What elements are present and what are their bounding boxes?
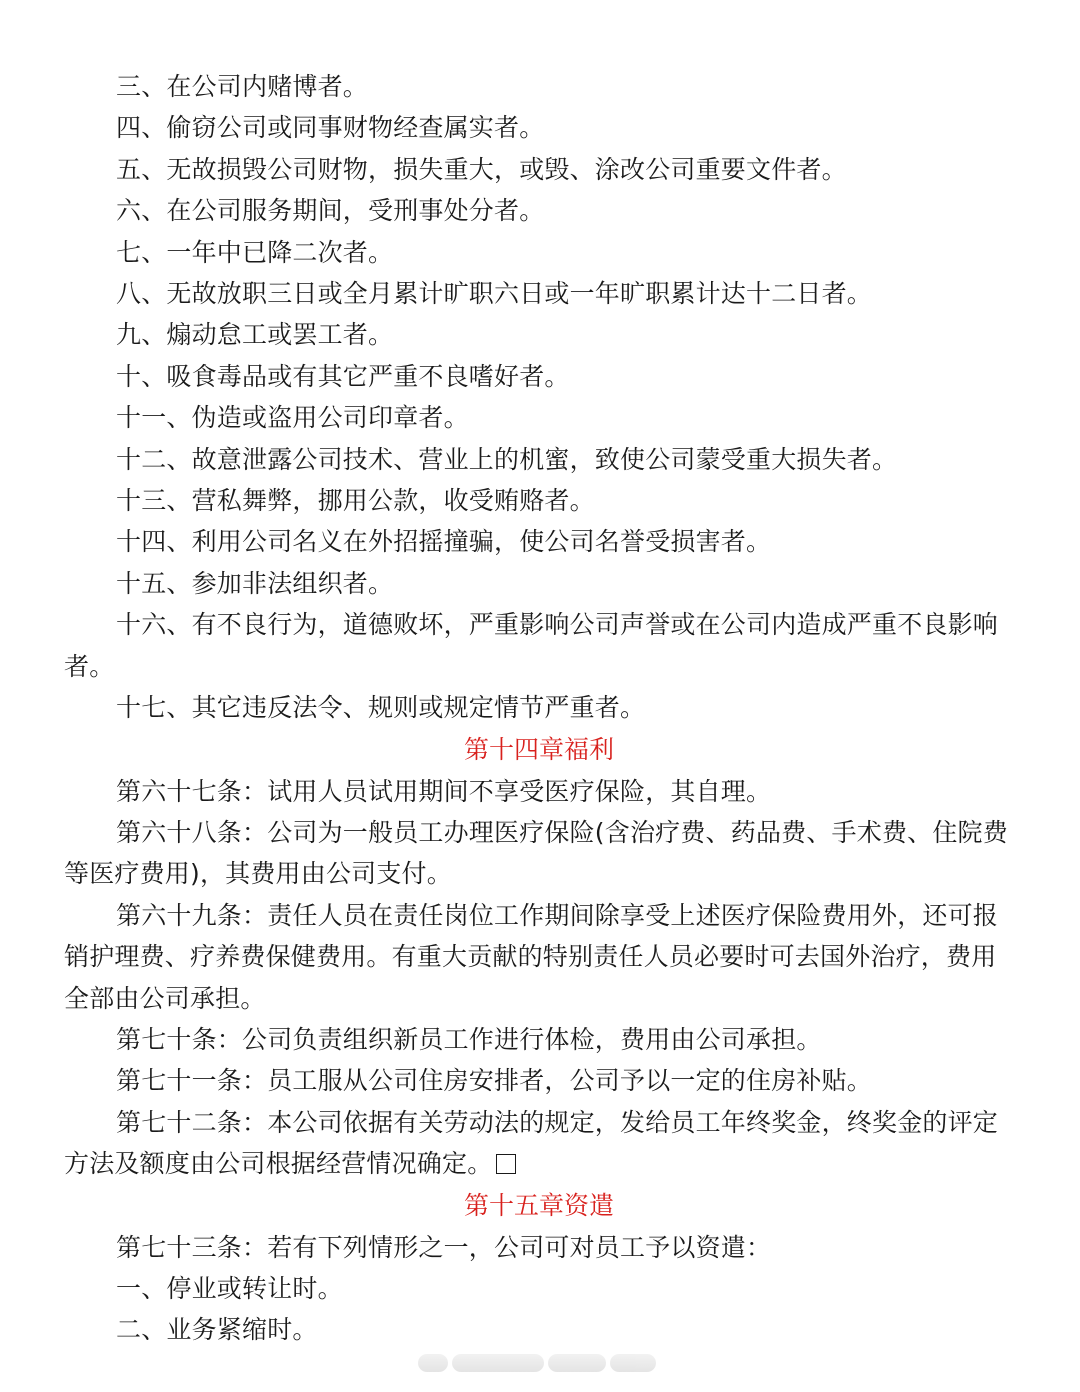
- list-item: [64, 687, 1014, 728]
- list-item-text: 七、一年中已降二次者。: [116, 237, 394, 267]
- list-item: [64, 149, 1014, 190]
- list-item-text: 十五、参加非法组织者。: [116, 568, 394, 598]
- article-paragraph-text: 第六十七条：试用人员试用期间不享受医疗保险，其自理。: [116, 776, 772, 806]
- article-paragraph: [64, 1268, 1014, 1309]
- article-paragraph-text: 第七十二条：本公司依据有关劳动法的规定，发给员工年终奖金，终奖金的评定方法及额度由公司根据经营情况确定。: [64, 1107, 999, 1179]
- list-item: [64, 480, 1014, 521]
- list-item-text: 五、无故损毁公司财物，损失重大，或毁、涂改公司重要文件者。: [116, 154, 847, 184]
- list-item: [64, 66, 1014, 107]
- list-item-text: 四、偷窃公司或同事财物经查属实者。: [116, 113, 545, 143]
- article-paragraph-text: 第七十条：公司负责组织新员工作进行体检，费用由公司承担。: [116, 1024, 822, 1054]
- article-paragraph-text: 二、业务紧缩时。: [116, 1315, 318, 1345]
- list-item-text: 九、煽动怠工或罢工者。: [116, 320, 394, 350]
- list-item-text: 十四、利用公司名义在外招摇撞骗，使公司名誉受损害者。: [116, 527, 772, 557]
- article-paragraph: [64, 1019, 1014, 1060]
- article-paragraph-text: 第七十一条：员工服从公司住房安排者，公司予以一定的住房补贴。: [116, 1066, 873, 1096]
- list-item-text: 八、无故放职三日或全月累计旷职六日或一年旷职累计达十二日者。: [116, 279, 873, 309]
- article-paragraph: [64, 812, 1014, 895]
- chapter-14-articles: [64, 771, 1014, 1185]
- list-item-text: 十七、其它违反法令、规则或规定情节严重者。: [116, 693, 646, 723]
- list-item-text: 十一、伪造或盗用公司印章者。: [116, 403, 469, 433]
- list-item: [64, 190, 1014, 231]
- list-item: [64, 521, 1014, 562]
- article-paragraph-text: 第六十八条：公司为一般员工办理医疗保险(含治疗费、药品费、手术费、住院费等医疗费用)，其费用由公司支付。: [64, 817, 1008, 889]
- chapter-15-heading: 第十五章资遣: [463, 1190, 614, 1220]
- article-paragraph-text: 第六十九条：责任人员在责任岗位工作期间除享受上述医疗保险费用外，还可报销护理费、疗养费保健费用。有重大贡献的特别责任人员必要时可去国外治疗，费用全部由公司承担。: [64, 900, 999, 1013]
- empty-square-icon: [496, 1154, 516, 1174]
- watermark-logo: [418, 1352, 662, 1374]
- list-item: [64, 356, 1014, 397]
- article-paragraph: [64, 895, 1014, 1019]
- list-item-text: 十三、营私舞弊，挪用公款，收受贿赂者。: [116, 486, 595, 516]
- list-item-text: 三、在公司内赌博者。: [116, 72, 369, 101]
- list-item: [64, 563, 1014, 604]
- list-item: [64, 232, 1014, 273]
- list-item: [64, 107, 1014, 148]
- document-body: [64, 66, 1014, 1351]
- list-item: [64, 314, 1014, 355]
- chapter-14-heading: 第十四章福利: [463, 734, 614, 764]
- article-paragraph: [64, 771, 1014, 812]
- article-paragraph: [64, 1060, 1014, 1101]
- article-paragraph: [64, 1227, 1014, 1268]
- article-paragraph-text: 一、停业或转让时。: [116, 1273, 343, 1303]
- list-item: [64, 397, 1014, 438]
- list-item-text: 十六、有不良行为，道德败坏，严重影响公司声誉或在公司内造成严重不良影响者。: [64, 610, 999, 681]
- article-paragraph: [64, 1102, 1014, 1185]
- list-item: [64, 439, 1014, 480]
- article-paragraph: [64, 1309, 1014, 1350]
- list-item-text: 十二、故意泄露公司技术、营业上的机蜜，致使公司蒙受重大损失者。: [116, 444, 898, 474]
- dismissal-conditions-list: [64, 66, 1014, 729]
- article-paragraph-text: 第七十三条：若有下列情形之一，公司可对员工予以资遣：: [116, 1232, 772, 1262]
- list-item: [64, 273, 1014, 314]
- list-item: [64, 604, 1014, 687]
- list-item-text: 十、吸食毒品或有其它严重不良嗜好者。: [116, 361, 570, 391]
- chapter-15-articles: [64, 1227, 1014, 1351]
- list-item-text: 六、在公司服务期间，受刑事处分者。: [116, 196, 545, 226]
